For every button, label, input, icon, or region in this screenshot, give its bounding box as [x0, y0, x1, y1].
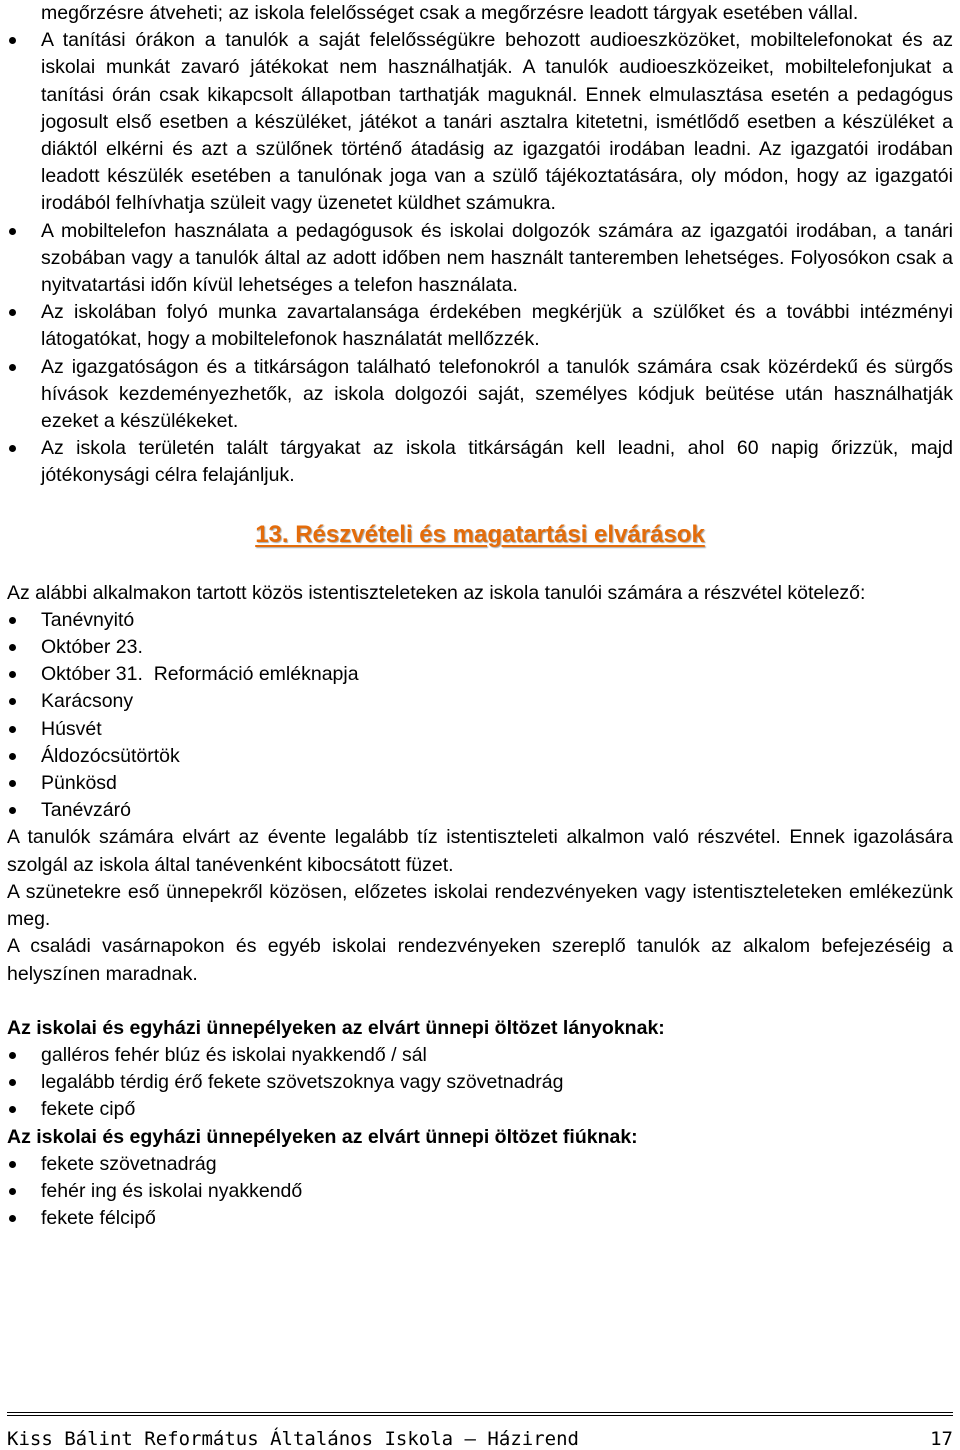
list-item: Október 31. Reformáció emléknapja: [7, 661, 953, 688]
list-item: Tanévnyitó: [7, 607, 953, 634]
list-item: Húsvét: [7, 716, 953, 743]
document-page: [7, 0, 953, 1232]
page-footer: [7, 1412, 953, 1450]
list-item: Október 23.: [7, 634, 953, 661]
list-item: Az iskola területén talált tárgyakat az iskola titkárságán kell leadni, ahol 60 napig őrizzük, majd jótékonysági célra felajánljuk.: [7, 435, 953, 489]
list-item: fekete szövetnadrág: [7, 1151, 953, 1178]
occasions-list: [7, 607, 953, 825]
list-item: Tanévzáró: [7, 797, 953, 824]
list-item: galléros fehér blúz és iskolai nyakkendő / sál: [7, 1042, 953, 1069]
list-item: A tanítási órákon a tanulók a saját felelősségükre behozott audioeszközöket, mobiltelefonokat és az iskolai munkát zavaró játékokat nem használhatják. A tanulók audioeszközeiket, mobiltelefonjukat a tanítási órán csak kikapcsolt állapotban tarthatják maguknál. Ennek elmulasztása esetén a pedagógus jogosult első esetben a készüléket, játékot a tanári asztalra kitetetni, ismétlődő esetben a készüléket a diáktól elkérni és azt a szülőnek történő átadásig az igazgatói irodában leadni. Az igazgatói irodában leadott készülék esetében a tanulónak joga van a szülő tájékoztatására, oly módon, hogy az igazgatói irodából felhívhatja szüleit vagy üzenetet küldhet számukra.: [7, 27, 953, 217]
section-heading: 13. Részvételi és magatartási elvárások: [255, 520, 705, 548]
list-item: A mobiltelefon használata a pedagógusok és iskolai dolgozók számára az igazgatói irodában, a tanári szobában vagy a tanulók által az adott időben nem használt tanteremben lehetséges. Folyosókon csak a nyitvatartási időn kívül lehetséges a telefon használata.: [7, 218, 953, 300]
list-item: fehér ing és iskolai nyakkendő: [7, 1178, 953, 1205]
continuation-text: megőrzésre átveheti; az iskola felelősséget csak a megőrzésre leadott tárgyak esetében vállal.: [41, 2, 859, 24]
list-item: fekete cipő: [7, 1096, 953, 1123]
page-number: 17: [930, 1428, 953, 1450]
list-item: Áldozócsütörtök: [7, 743, 953, 770]
girls-dress-heading: Az iskolai és egyházi ünnepélyeken az elvárt ünnepi öltözet lányoknak:: [7, 1016, 665, 1039]
holidays-paragraph: A szünetekre eső ünnepekről közösen, előzetes iskolai rendezvényeken vagy istentiszteleteken emlékezünk meg.: [7, 880, 953, 931]
footer-title: Kiss Bálint Református Általános Iskola – Házirend: [7, 1428, 579, 1450]
boys-dress-heading: Az iskolai és egyházi ünnepélyeken az elvárt ünnepi öltözet fiúknak:: [7, 1125, 638, 1148]
list-item: Karácsony: [7, 688, 953, 715]
list-item: legalább térdig érő fekete szövetszoknya vagy szövetnadrág: [7, 1069, 953, 1096]
attendance-paragraph: A tanulók számára elvárt az évente legalább tíz istentiszteleti alkalmon való részvétel. Ennek igazolására szolgál az iskola által tanévenként kibocsátott füzet.: [7, 826, 953, 876]
list-item: Az iskolában folyó munka zavartalansága érdekében megkérjük a szülőket és a további intézményi látogatókat, hogy a mobiltelefonok használatát mellőzzék.: [7, 299, 953, 353]
boys-dress-list: [7, 1151, 953, 1233]
list-item: Pünkösd: [7, 770, 953, 797]
family-sundays-paragraph: A családi vasárnapokon és egyéb iskolai rendezvényeken szereplő tanulók az alkalom befejezéséig a helyszínen maradnak.: [7, 935, 953, 985]
intro-paragraph: Az alábbi alkalmakon tartott közös istentiszteleteken az iskola tanulói számára a részvétel kötelező:: [7, 581, 866, 604]
list-item: fekete félcipő: [7, 1205, 953, 1232]
rules-list: [7, 27, 953, 489]
girls-dress-list: [7, 1042, 953, 1124]
list-item: Az igazgatóságon és a titkárságon található telefonokról a tanulók számára csak közérdekű és sürgős hívások kezdeményezhetők, az iskola dolgozói saját, személyes kódjuk beütése után használhatják ezeket a készülékeket.: [7, 354, 953, 436]
